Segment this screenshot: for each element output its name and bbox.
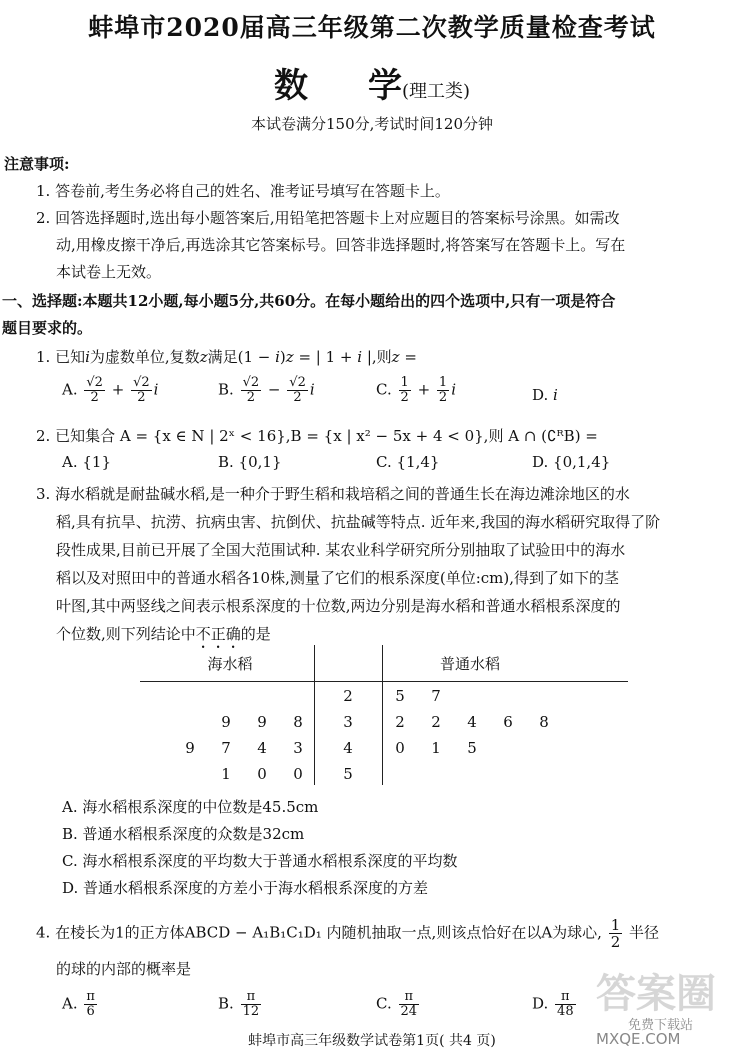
left-leaf-value: 0 [293, 765, 303, 783]
note-item: 2. 回答选择题时,选出每小题答案后,用铅笔把答题卡上对应题目的答案标号涂黑。如需改 [36, 209, 620, 227]
left-leaf-value: 9 [257, 713, 267, 731]
q4-option-d: D. $\frac{\pi}{48}$ [532, 989, 574, 1019]
q4-stem: 4. 在棱长为1的正方体ABCD − A₁B₁C₁D₁ 内随机抽取一点,则该点恰好在以A为球心, $\frac{1}{2}$ 半径 [36, 916, 660, 951]
note-item: 本试卷上无效。 [56, 263, 162, 281]
right-stem-line [382, 645, 383, 785]
q2-option-c: C. {1,4} [376, 453, 440, 471]
right-leaf-value: 5 [395, 687, 405, 705]
q3-stem-line: 稻以及对照田中的普通水稻各10株,测量了它们的根系深度(单位:cm),得到了如下的茎 [56, 569, 620, 587]
right-leaf-value: 2 [395, 713, 405, 731]
q1-option-a: A. $\frac{√2}{2}$ + $\frac{√2}{2}$ i [62, 375, 159, 405]
watermark-caption: 免费下载站 [628, 1018, 694, 1033]
q1-option-d: D. i [532, 386, 558, 404]
table-divider [140, 681, 628, 682]
section-heading: 一、选择题:本题共12小题,每小题5分,共60分。在每小题给出的四个选项中,只有一项是符合 [2, 292, 616, 310]
right-leaf-value: 4 [467, 713, 477, 731]
q3-stem-line: 稻,具有抗旱、抗涝、抗病虫害、抗倒伏、抗盐碱等特点. 近年来,我国的海水稻研究取得了阶 [56, 513, 661, 531]
q1-option-c: C. $\frac{1}{2}$ + $\frac{1}{2}$ i [376, 375, 457, 405]
q3-option-a: A. 海水稻根系深度的中位数是45.5cm [62, 798, 319, 816]
stem-value: 5 [343, 765, 353, 783]
q3-option-b: B. 普通水稻根系深度的众数是32cm [62, 825, 305, 843]
q4-option-b: B. $\frac{\pi}{12}$ [218, 989, 260, 1019]
right-leaf-value: 5 [467, 739, 477, 757]
q4-stem-line-2: 的球的内部的概率是 [56, 960, 192, 978]
stem-value: 3 [343, 713, 353, 731]
q3-option-c: C. 海水稻根系深度的平均数大于普通水稻根系深度的平均数 [62, 852, 458, 870]
right-leaf-value: 0 [395, 739, 405, 757]
page-footer: 蚌埠市高三年级数学试卷第1页( 共4 页) [248, 1033, 496, 1049]
stem-value: 2 [343, 687, 353, 705]
exam-title: 蚌埠市2020届高三年级第二次教学质量检查考试 [88, 13, 656, 42]
q4-option-c: C. $\frac{\pi}{24}$ [376, 989, 418, 1019]
left-leaf-value: 9 [221, 713, 231, 731]
q3-stem-line: 个位数,则下列结论中不正确的是 [56, 625, 271, 643]
left-leaf-value: 4 [257, 739, 267, 757]
subject-char-2: 学 [367, 66, 402, 106]
right-leaf-value: 8 [539, 713, 549, 731]
q1-option-b: B. $\frac{√2}{2}$ − $\frac{√2}{2}$ i [218, 375, 315, 405]
q4-option-a: A. $\frac{\pi}{6}$ [62, 989, 95, 1019]
q3-stem-line: 段性成果,目前已开展了全国大范围试种. 某农业科学研究所分别抽取了试验田中的海水 [56, 541, 626, 559]
note-item: 动,用橡皮擦干净后,再选涂其它答案标号。回答非选择题时,将答案写在答题卡上。写在 [56, 236, 626, 254]
left-leaf-value: 3 [293, 739, 303, 757]
right-leaf-value: 7 [431, 687, 441, 705]
left-leaf-value: 1 [221, 765, 231, 783]
watermark-logo: 答案圈 [596, 970, 716, 1017]
right-leaf-value: 1 [431, 739, 441, 757]
left-leaf-value: 9 [185, 739, 195, 757]
q1-stem: 1. 已知i为虚数单位,复数z满足(1 − i)z = | 1 + i |,则z = [36, 348, 417, 366]
note-item: 1. 答卷前,考生务必将自己的姓名、准考证号填写在答题卡上。 [36, 182, 450, 200]
subject-char-1: 数 [273, 66, 308, 106]
q2-option-a: A. {1} [62, 453, 111, 471]
notes-heading: 注意事项: [4, 155, 70, 173]
q3-stem-line: 3. 海水稻就是耐盐碱水稻,是一种介于野生稻和栽培稻之间的普通生长在海边滩涂地区的水 [36, 485, 630, 503]
subject-sub: (理工类) [401, 81, 471, 102]
right-leaf-value: 6 [503, 713, 513, 731]
q2-option-b: B. {0,1} [218, 453, 282, 471]
q3-stem-line: 叶图,其中两竖线之间表示根系深度的十位数,两边分别是海水稻和普通水稻根系深度的 [56, 597, 621, 615]
left-header: 海水稻 [207, 655, 253, 673]
emphasis-text: 不正确 [195, 625, 241, 643]
left-leaf-value: 8 [293, 713, 303, 731]
section-heading-cont: 题目要求的。 [2, 319, 93, 337]
subject-heading [0, 58, 744, 107]
left-leaf-value: 7 [221, 739, 231, 757]
stem-leaf-plot [140, 645, 628, 785]
q2-stem: 2. 已知集合 A = {x ∈ N | 2ˣ < 16},B = {x | x² − 5x + 4 < 0},则 A ∩ (∁ᴿB) = [36, 427, 598, 445]
right-header: 普通水稻 [439, 655, 500, 673]
right-leaf-value: 2 [431, 713, 441, 731]
q2-option-d: D. {0,1,4} [532, 453, 611, 471]
left-stem-line [314, 645, 315, 785]
left-leaf-value: 0 [257, 765, 267, 783]
score-line: 本试卷满分150分,考试时间120分钟 [250, 115, 494, 133]
q3-option-d: D. 普通水稻根系深度的方差小于海水稻根系深度的方差 [62, 879, 429, 897]
stem-value: 4 [343, 739, 353, 757]
watermark-url: MXQE.COM [596, 1030, 681, 1048]
